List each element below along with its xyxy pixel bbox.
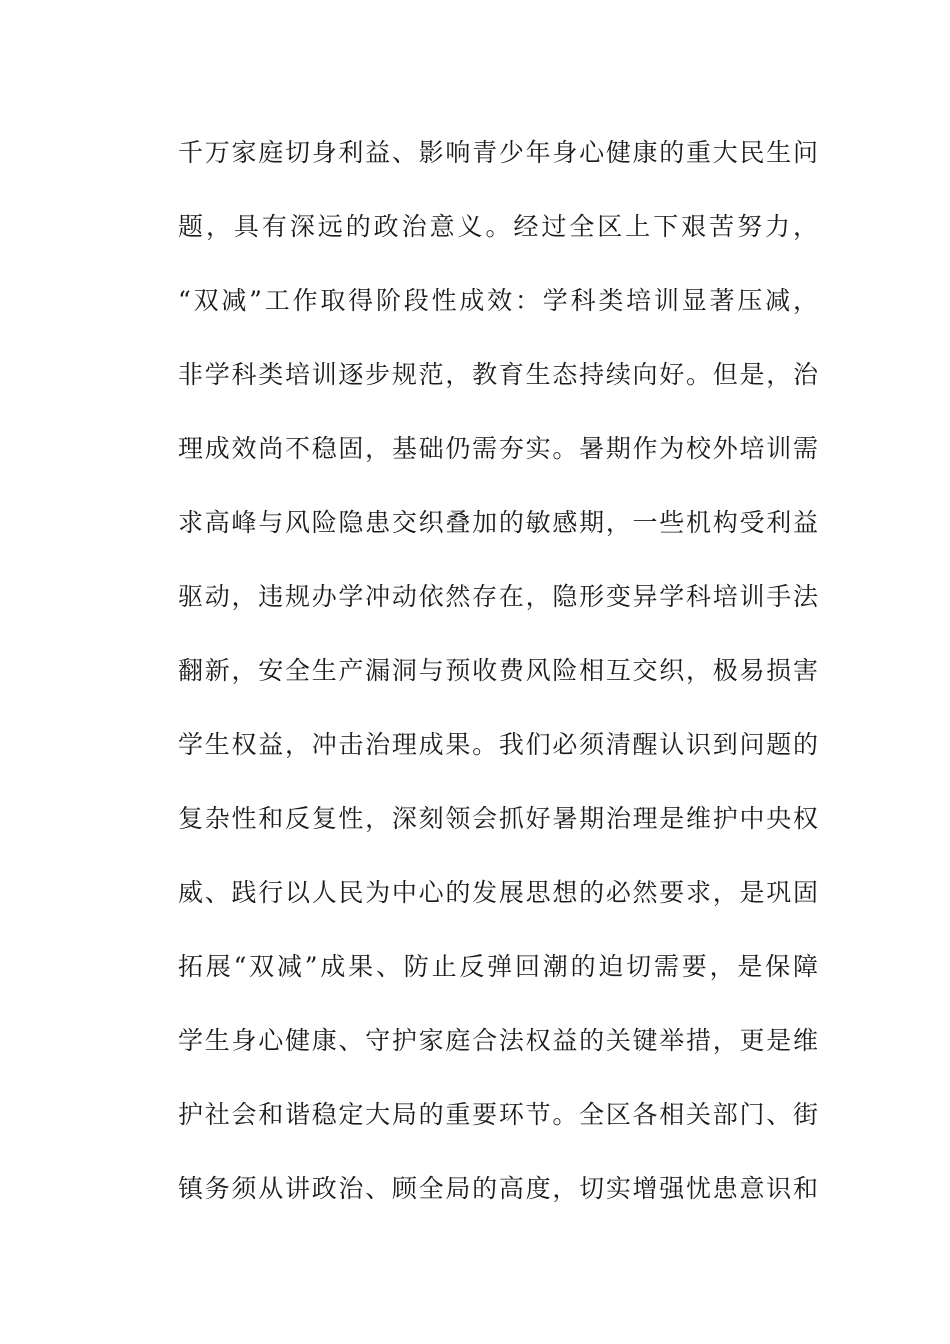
text-line: 复杂性和反复性，深刻领会抓好暑期治理是维护中央权 [178, 804, 818, 833]
text-line: 学生权益，冲击治理成果。我们必须清醒认识到问题的 [178, 730, 818, 759]
text-line: 护社会和谐稳定大局的重要环节。全区各相关部门、街 [178, 1100, 818, 1129]
text-line: 驱动，违规办学冲动依然存在，隐形变异学科培训手法 [178, 582, 818, 611]
text-line: 理成效尚不稳固，基础仍需夯实。暑期作为校外培训需 [178, 434, 818, 463]
text-line: “双减”工作取得阶段性成效：学科类培训显著压减， [178, 286, 818, 315]
text-line: 题，具有深远的政治意义。经过全区上下艰苦努力， [178, 212, 818, 241]
text-line: 翻新，安全生产漏洞与预收费风险相互交织，极易损害 [178, 656, 818, 685]
text-line: 威、践行以人民为中心的发展思想的必然要求，是巩固 [178, 878, 818, 907]
text-line: 镇务须从讲政治、顾全局的高度，切实增强忧患意识和 [178, 1174, 818, 1203]
text-line: 学生身心健康、守护家庭合法权益的关键举措，更是维 [178, 1026, 818, 1055]
text-line: 求高峰与风险隐患交织叠加的敏感期，一些机构受利益 [178, 508, 818, 537]
text-line: 非学科类培训逐步规范，教育生态持续向好。但是，治 [178, 360, 818, 389]
document-body [178, 130, 818, 1240]
text-line: 拓展“双减”成果、防止反弹回潮的迫切需要，是保障 [178, 952, 818, 981]
text-line: 千万家庭切身利益、影响青少年身心健康的重大民生问 [178, 138, 818, 167]
